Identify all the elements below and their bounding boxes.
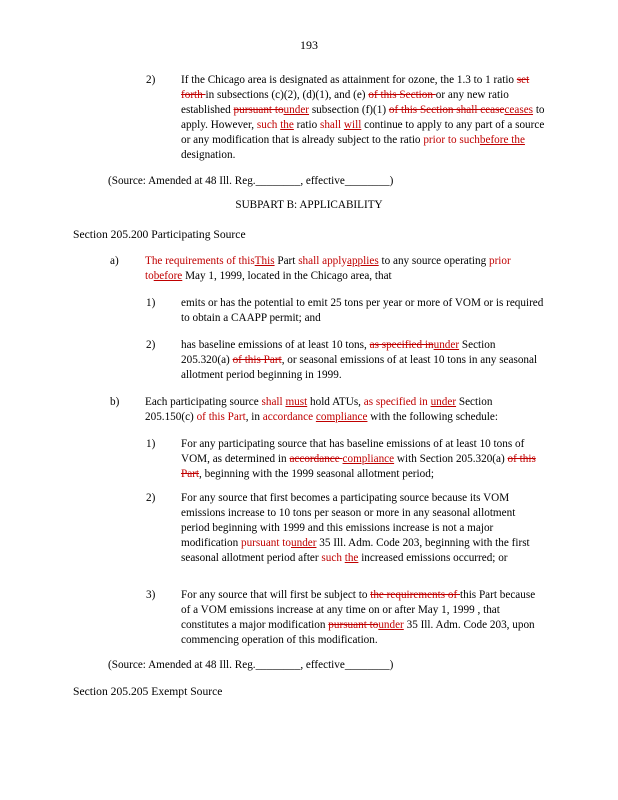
text-run: , in <box>245 411 263 423</box>
text-run: pursuant to <box>233 104 284 116</box>
text-run: Each participating source <box>145 396 262 408</box>
text-run: increased emissions occurred; or <box>358 552 508 564</box>
text-run: such <box>256 119 278 131</box>
text-run: set forth <box>181 74 530 101</box>
text-run: subsection (f)(1) <box>309 104 389 116</box>
text-run: of this Part <box>196 411 246 423</box>
item-b1-label: 1) <box>146 438 156 450</box>
text-run: before the <box>479 134 525 146</box>
text-run: such <box>321 552 342 564</box>
text-run: , or seasonal emissions of at least 10 tons in any seasonal allotment period beginning in 1999. <box>181 354 538 381</box>
text-run: of this Part <box>181 453 536 480</box>
text-run: accordance <box>262 411 314 423</box>
text-run: 35 Ill. Adm. Code 203, upon commencing operation of this modification. <box>181 619 535 646</box>
text-run: Part <box>274 255 299 267</box>
item-a1-label: 1) <box>146 297 156 309</box>
section-205-205-heading: Section 205.205 Exempt Source <box>73 685 223 698</box>
text-run: under <box>433 339 460 351</box>
item-a2-text <box>181 338 545 383</box>
item-a1-text <box>181 296 545 326</box>
item-a2-label: 2) <box>146 339 156 351</box>
text-run: will <box>343 119 362 131</box>
text-run: or any new ratio established <box>181 89 509 116</box>
text-run: The requirements of this <box>145 255 255 267</box>
text-run: the <box>280 119 294 131</box>
item-a-text <box>145 254 545 284</box>
text-run: to apply. However, <box>181 104 545 131</box>
text-run: to any source operating <box>378 255 489 267</box>
text-run: 35 Ill. Adm. Code 203, beginning with the first seasonal allotment period after <box>181 537 530 564</box>
section-205-200-heading: Section 205.200 Participating Source <box>73 228 246 241</box>
text-run: shall <box>261 396 283 408</box>
item-b2-text <box>181 491 545 566</box>
text-run: under <box>430 396 457 408</box>
text-run: pursuant to <box>328 619 379 631</box>
text-run: as specified in <box>369 339 434 351</box>
text-run: For any participating source that has baseline emissions of at least 10 tons of VOM, as determined in <box>181 438 525 465</box>
text-run: with Section 205.320(a) <box>394 453 508 465</box>
text-run: under <box>378 619 404 631</box>
text-run: shall <box>319 119 342 131</box>
text-run: , beginning with the 1999 seasonal allotment period; <box>199 468 434 480</box>
text-run: If the Chicago area is designated as attainment for ozone, the 1.3 to 1 ratio <box>181 74 517 86</box>
text-run: designation. <box>181 149 236 161</box>
subpart-title: SUBPART B: APPLICABILITY <box>235 199 383 211</box>
text-run: has baseline emissions of at least 10 tons, <box>181 339 370 351</box>
item-2-text <box>181 73 551 163</box>
source-note-1: (Source: Amended at 48 Ill. Reg.________, effective________) <box>108 175 394 187</box>
item-b3-text <box>181 588 545 648</box>
text-run: hold ATUs, <box>307 396 364 408</box>
page-number: 193 <box>300 38 318 52</box>
text-run: of this Section shall cease <box>388 104 505 116</box>
text-run: Section 205.320(a) <box>181 339 496 366</box>
text-run: of this Section <box>368 89 436 101</box>
text-run: pursuant to <box>240 537 291 549</box>
text-run: accordance <box>289 453 343 465</box>
text-run: emits or has the potential to emit 25 tons per year or more of VOM or is required to obtain a CAAPP permit; and <box>181 297 544 324</box>
item-2-label: 2) <box>146 74 156 86</box>
item-b1-text <box>181 437 545 482</box>
text-run: ratio <box>293 119 320 131</box>
text-run: as specified in <box>363 396 428 408</box>
text-run: in subsections (c)(2), (d)(1), and (e) <box>205 89 369 101</box>
text-run: this Part because of a VOM emissions increase at any time on or after May 1, 1999 , that constitutes a major modification <box>181 589 536 631</box>
item-b2-label: 2) <box>146 492 156 504</box>
text-run: For any source that will first be subject to <box>181 589 371 601</box>
text-run: the <box>344 552 359 564</box>
text-run: Section 205.150(c) <box>145 396 493 423</box>
text-run: This <box>254 255 275 267</box>
text-run: applies <box>346 255 379 267</box>
text-run: prior to <box>145 255 511 282</box>
text-run: under <box>283 104 310 116</box>
item-b3-label: 3) <box>146 589 156 601</box>
text-run: shall apply <box>298 255 347 267</box>
text-run: compliance <box>315 411 368 423</box>
item-a-label: a) <box>110 255 119 267</box>
text-run: under <box>291 537 317 549</box>
item-b-label: b) <box>110 396 120 408</box>
text-run: with the following schedule: <box>367 411 498 423</box>
text-run: compliance <box>342 453 395 465</box>
text-run: before <box>153 270 183 282</box>
text-run: the requirements of <box>370 589 460 601</box>
text-run: May 1, 1999, located in the Chicago area, that <box>182 270 392 282</box>
text-run: of this Part <box>232 354 282 366</box>
text-run: must <box>285 396 308 408</box>
item-b-text <box>145 395 541 425</box>
text-run: prior to such <box>423 134 480 146</box>
text-run: ceases <box>504 104 534 116</box>
source-note-2: (Source: Amended at 48 Ill. Reg.________, effective________) <box>108 659 394 671</box>
text-run: continue to apply to any part of a source or any modification that is already subject to the ratio <box>181 119 545 146</box>
text-run: For any source that first becomes a participating source because its VOM emissions increase to 10 tons per season or more in any seasonal allotment period beginning with 1999 and this emissions increase is not a major modification <box>181 492 516 549</box>
